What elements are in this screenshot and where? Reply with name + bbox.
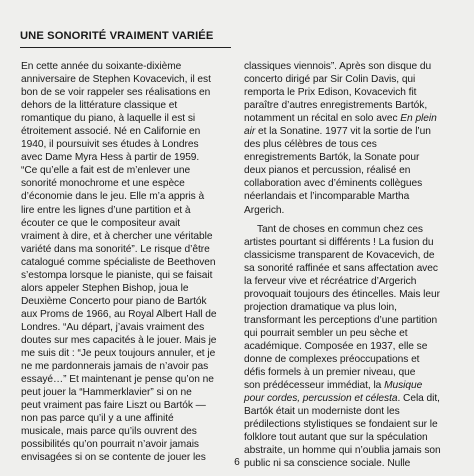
text-line: artistes pourtant si différents ! La fusion du xyxy=(244,236,434,248)
italic-title: pour cordes, percussion et célesta xyxy=(244,393,398,405)
text-line: alors appeler Stephen Bishop, joua le xyxy=(21,282,189,294)
text-line: lire entre les lignes d’une partition et à xyxy=(21,204,191,216)
text-line: vraiment à dire, et à chercher une véritable xyxy=(21,230,213,242)
text-line: Argerich. xyxy=(244,204,285,216)
text-line: remporta le Prix Edison, Kovacevich fit xyxy=(244,87,417,99)
text-line: académique. Composée en 1937, elle se xyxy=(244,340,428,352)
text-line: Londres. “Au départ, j’avais vraiment des xyxy=(21,321,205,333)
text-line: possibilités qu’on pourrait n’avoir jamais xyxy=(21,439,199,451)
text-line: étroitement associé. Né en Californie en xyxy=(21,126,201,138)
text-line: essayé…” Et maintenant je pense qu’on ne xyxy=(21,374,214,386)
title-underline xyxy=(20,47,231,48)
text-segment: notamment un récital en solo avec xyxy=(244,113,398,125)
text-line: ne me pardonnerais jamais de n’avoir pas xyxy=(21,361,209,373)
text-line: deux pianos et percussion, réalisé en xyxy=(244,165,411,177)
text-line: bon de se voir rappeler ses réalisations en xyxy=(21,87,211,99)
text-line xyxy=(244,112,466,125)
text-line: collaboration avec d’éminents collègues xyxy=(244,178,423,190)
text-line: concerto dirigé par Sir Colin Davis, qui xyxy=(244,74,416,86)
text-segment: son prédécesseur immédiat, la xyxy=(244,380,382,392)
text-line: romantique du piano, à laquelle il est si xyxy=(21,113,196,125)
text-line xyxy=(244,125,466,138)
italic-title: air xyxy=(244,126,256,138)
italic-title: En plein xyxy=(400,113,437,125)
text-line: défis formels à un premier niveau, que xyxy=(244,367,416,379)
text-line: projection dramatique va plus loin, xyxy=(244,301,397,313)
text-line: peut vraiment pas faire Liszt ou Bartók — xyxy=(21,400,206,412)
text-line: prédilections stylistiques se fondaient sur le xyxy=(244,419,438,431)
text-line: sa sonorité raffinée et sans affectation avec xyxy=(244,262,438,274)
text-line: dehors de la littérature classique et xyxy=(21,100,178,112)
text-line: me suis dit : “Je peux toujours annuler, et je xyxy=(21,348,216,360)
text-line: donne de complexes préoccupations et xyxy=(244,354,420,366)
text-line: variété dans ma sonorité”. Le risque d’être xyxy=(21,243,210,255)
text-line: avec Dame Myra Hess à partir de 1959. xyxy=(21,152,200,164)
text-segment: et la Sonatine. 1977 vit la sortie de l’un xyxy=(257,126,431,138)
text-line: enregistrements Bartók, la Sonate pour xyxy=(244,152,420,164)
text-line: la ferveur vive et récréatrice d’Argerich xyxy=(244,275,417,287)
text-line: transformant les perceptions d’une partition xyxy=(244,314,438,326)
text-line: Deuxième Concerto pour piano de Bartók xyxy=(21,295,207,307)
left-column xyxy=(21,60,243,464)
text-line: aux Proms de 1966, au Royal Albert Hall de xyxy=(21,308,217,320)
italic-title: Musique xyxy=(384,380,423,392)
text-line: catalogué comme spécialiste de Beethoven xyxy=(21,256,216,268)
text-line: envisagées si on se contente de jouer les xyxy=(21,452,206,464)
text-line: des plus célèbres de tous ces xyxy=(244,139,377,151)
text-line: qui pourrait sembler un peu sèche et xyxy=(244,327,408,339)
text-line: anniversaire de Stephen Kovacevich, il est xyxy=(21,74,211,86)
text-line: sonorité monochrome et une espèce xyxy=(21,178,185,190)
text-line: folklore tout autant que sur la spéculation xyxy=(244,432,428,444)
page-number: 6 xyxy=(234,457,240,468)
text-line: néerlandais et l’incomparable Martha xyxy=(244,191,410,203)
text-line: musicale, mais parce qu’ils ouvrent des xyxy=(21,426,197,438)
text-line xyxy=(244,379,466,392)
text-line xyxy=(244,392,466,405)
text-line: peut jouer la “Hammerklavier” si on ne xyxy=(21,387,192,399)
article-title: UNE SONORITÉ VRAIMENT VARIÉE xyxy=(20,30,214,42)
right-column xyxy=(244,60,466,470)
text-line: classiques viennois”. Après son disque du xyxy=(244,61,432,72)
text-line: d’économie dans le jeu. Elle m’a appris à xyxy=(21,191,205,203)
text-line: Tant de choses en commun chez ces xyxy=(257,223,423,235)
text-line: public ni sa conscience sociale. Nulle xyxy=(244,458,411,470)
text-line: provoquait toujours des étincelles. Mais leur xyxy=(244,288,440,300)
text-line: écouter ce que le compositeur avait xyxy=(21,217,181,229)
text-line: Bartók était un moderniste dont les xyxy=(244,406,400,418)
text-line: En cette année du soixante-dixième xyxy=(21,61,182,72)
text-line: doutes sur mes capacités à le jouer. Mais je xyxy=(21,334,217,346)
text-line: 1940, il poursuivit ses études à Londres xyxy=(21,139,199,151)
text-line: paraître d’autres enregistrements Bartók, xyxy=(244,100,428,112)
text-line: non pas parce qu’il y a une affinité xyxy=(21,413,174,425)
text-line: “Ce qu’elle a fait est de m’enlever une xyxy=(21,165,191,177)
text-line: classicisme transparent de Kovacevich, de xyxy=(244,249,435,261)
text-segment: . Cela dit, xyxy=(397,393,440,405)
text-line: s’estompa lorsque le pianiste, qui se faisait xyxy=(21,269,213,281)
text-line: abstraite, un homme qui n’oublia jamais son xyxy=(244,445,441,457)
